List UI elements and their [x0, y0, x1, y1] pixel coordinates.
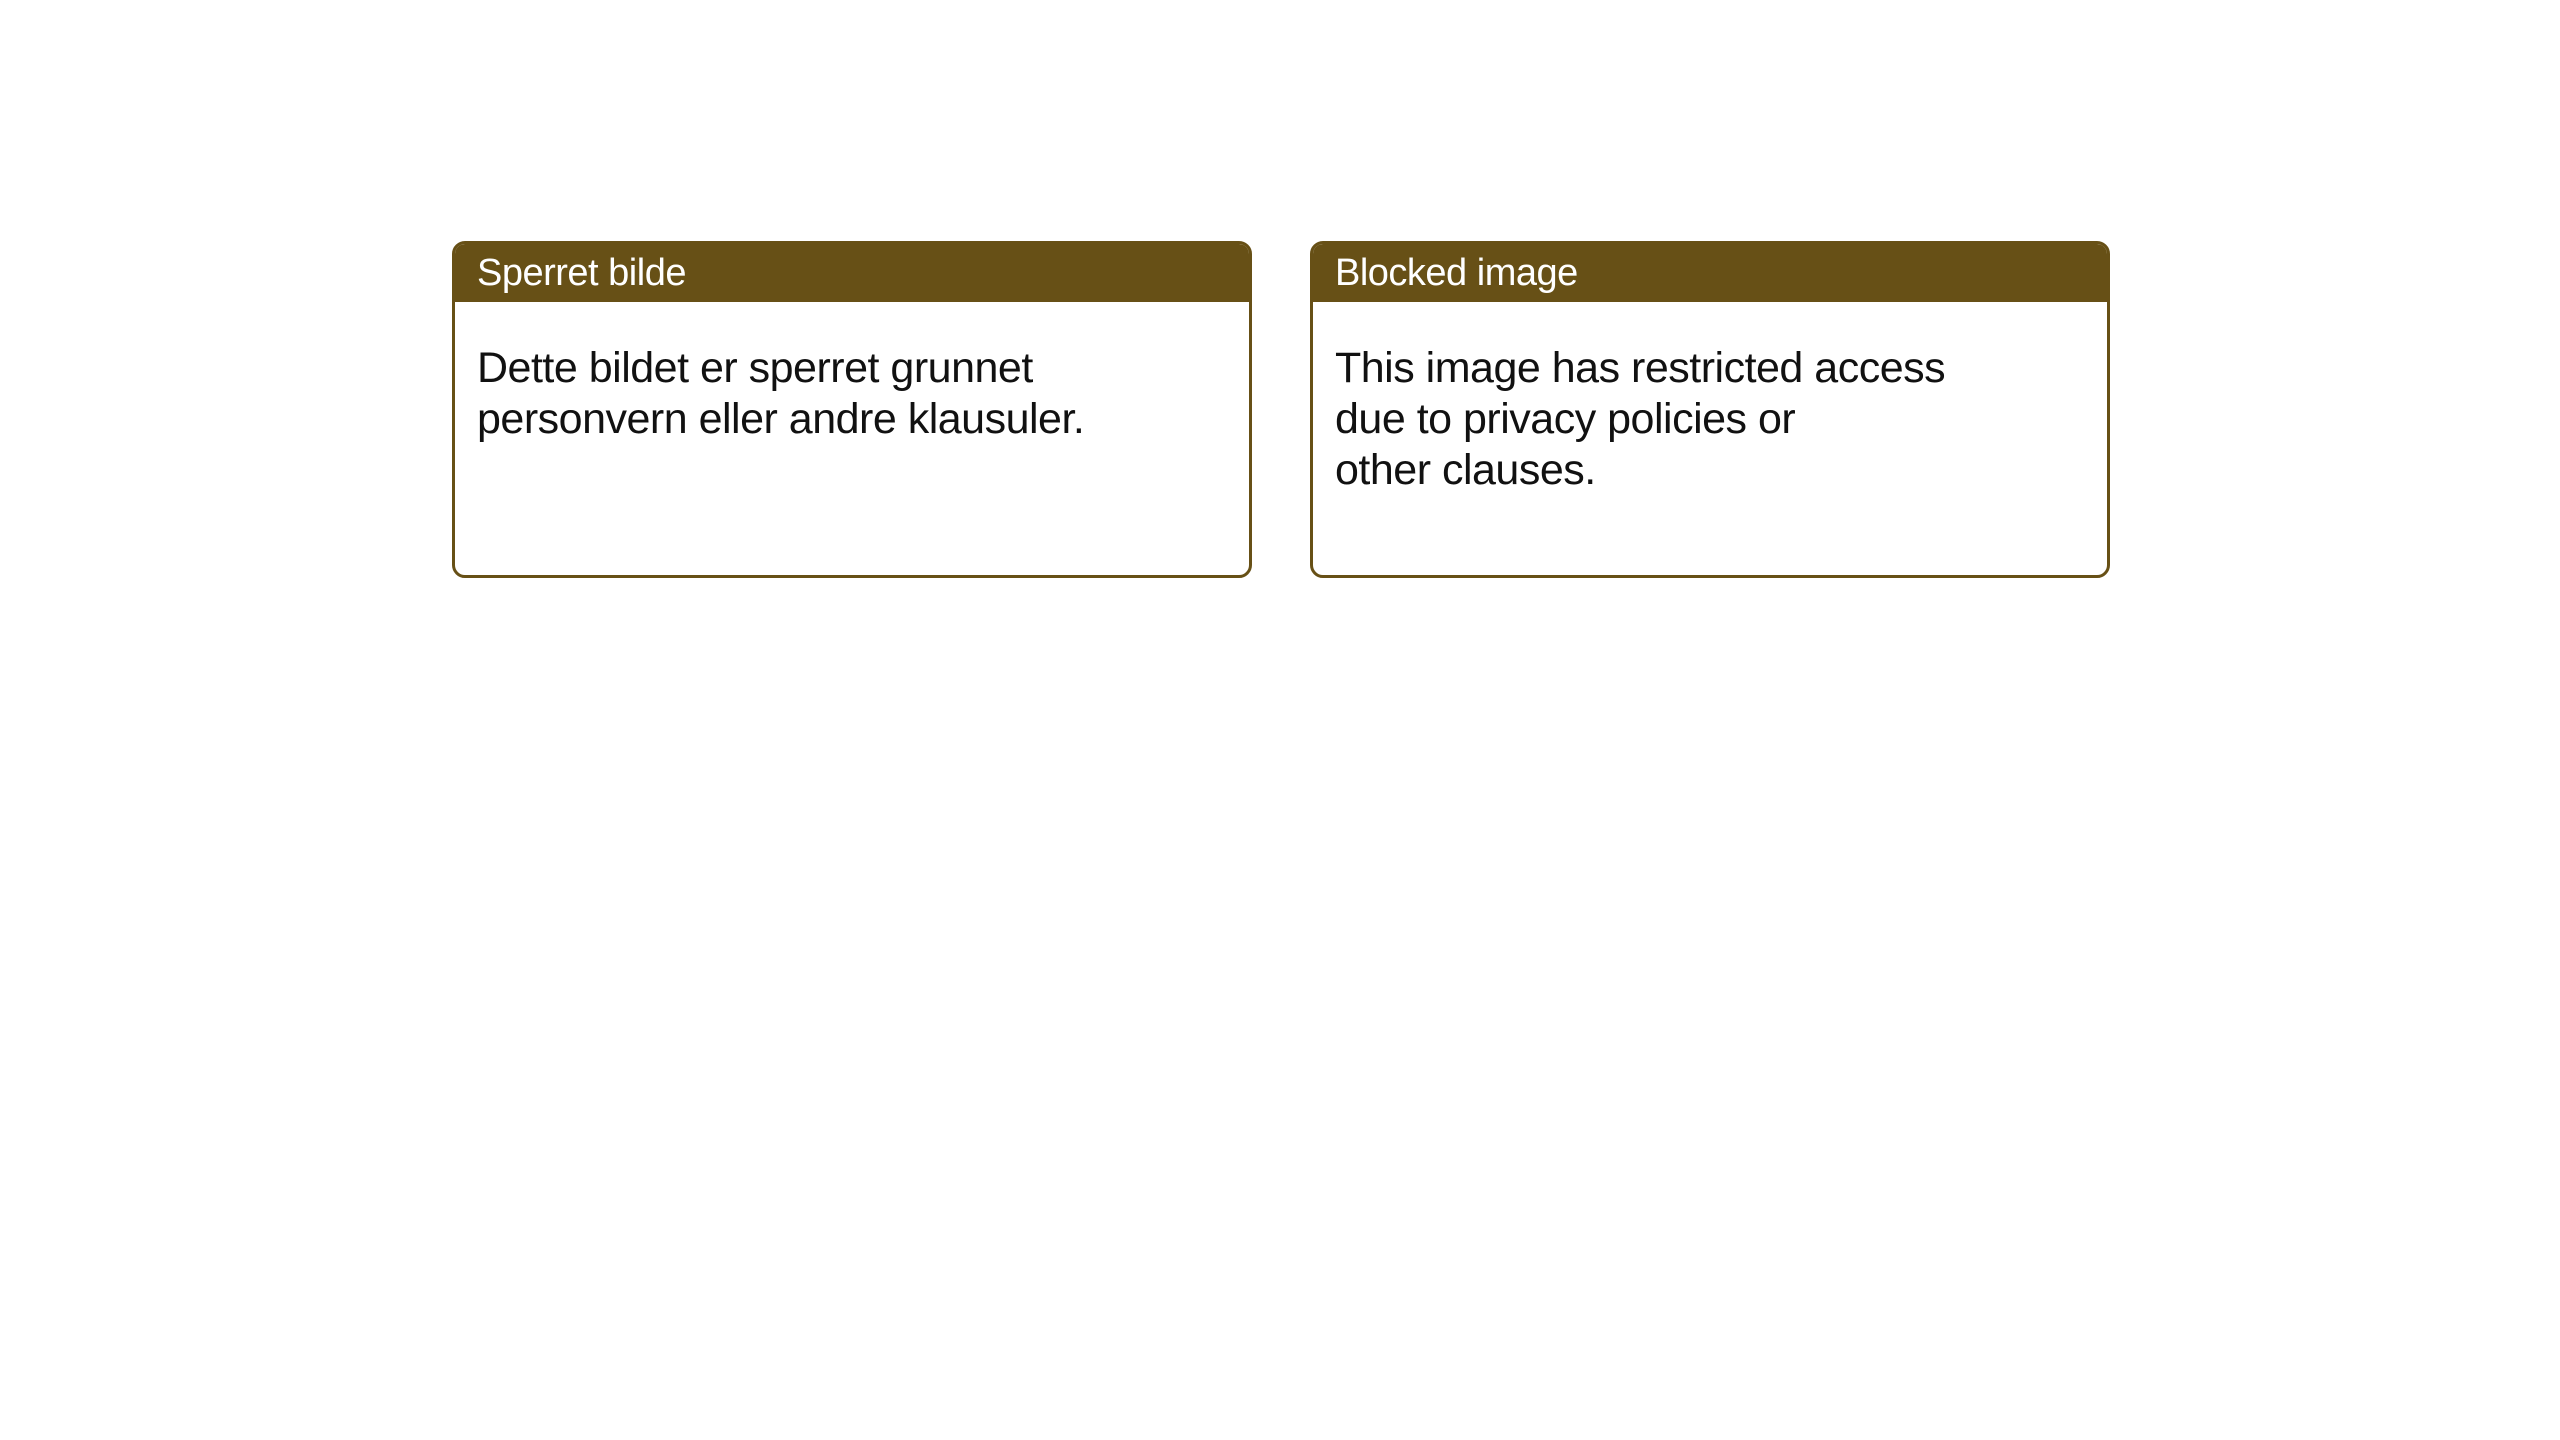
- card-body: [455, 302, 1249, 445]
- card-title: Sperret bilde: [477, 251, 686, 294]
- card-header: [455, 244, 1249, 302]
- body-text-line: other clauses.: [1335, 446, 1596, 494]
- body-text-line: due to privacy policies or: [1335, 395, 1796, 443]
- card-body: [1313, 302, 2107, 496]
- card-title: Blocked image: [1335, 251, 1578, 294]
- body-text-line: personvern eller andre klausuler.: [477, 395, 1085, 443]
- body-text-line: This image has restricted access: [1335, 344, 1946, 392]
- blocked-image-card-english: [1310, 241, 2110, 578]
- body-text-line: Dette bildet er sperret grunnet: [477, 344, 1033, 392]
- card-header: [1313, 244, 2107, 302]
- blocked-image-card-norwegian: [452, 241, 1252, 578]
